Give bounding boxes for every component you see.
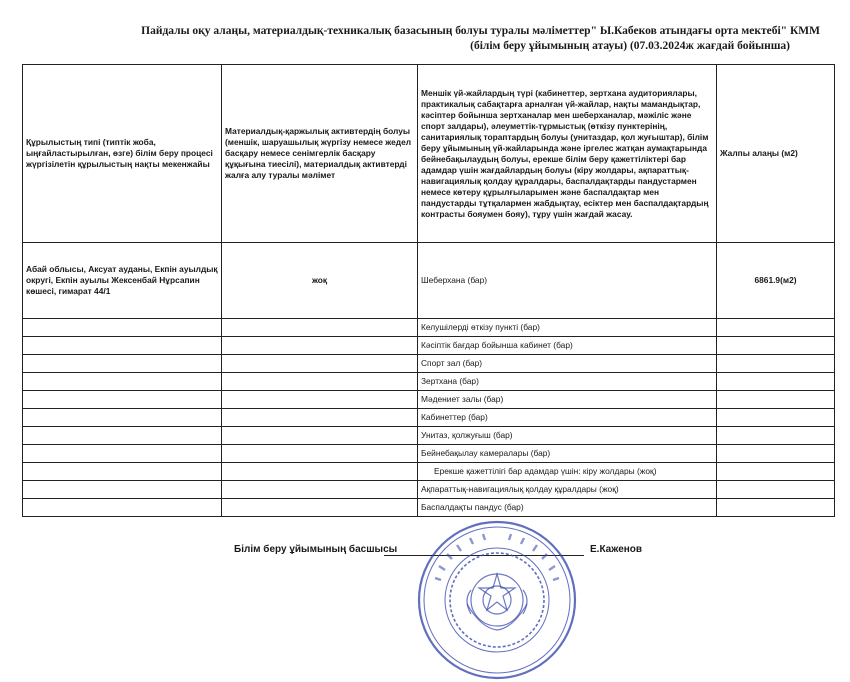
- header-row: [23, 65, 835, 243]
- premise-item: Унитаз, қолжуғыш (бар): [418, 427, 717, 445]
- cell-area: 6861.9(м2): [717, 243, 835, 319]
- table-row: [23, 409, 835, 427]
- premise-item: Бейнебақылау камералары (бар): [418, 445, 717, 463]
- table-row: [23, 427, 835, 445]
- facility-table: [22, 64, 835, 517]
- table-row: [23, 355, 835, 373]
- premise-item: Спорт зал (бар): [418, 355, 717, 373]
- document-subtitle: (білім беру ұйымының атауы) (07.03.2024ж жағдай бойынша): [470, 40, 790, 52]
- table-row: [23, 445, 835, 463]
- official-seal-stamp: [415, 518, 579, 682]
- premise-item: Кәсіптік бағдар бойынша кабинет (бар): [418, 337, 717, 355]
- table-row: [23, 391, 835, 409]
- premise-item: Ерекше қажеттілігі бар адамдар үшін: кіру жолдары (жоқ): [418, 463, 717, 481]
- table-row: [23, 373, 835, 391]
- signature-name: Е.Каженов: [590, 544, 643, 555]
- document-title: Пайдалы оқу алаңы, материалдық-техникалық базасының болуы туралы мәліметтер" Ы.Кабеков атындағы орта мектебі" КММ: [141, 25, 820, 37]
- premise-item: Келушілерді өткізу пункті (бар): [418, 319, 717, 337]
- premise-item: Зертхана (бар): [418, 373, 717, 391]
- premise-item: Баспалдақты пандус (бар): [418, 499, 717, 517]
- table-row: [23, 319, 835, 337]
- cell-premise: Шеберхана (бар): [418, 243, 717, 319]
- table-row: [23, 243, 835, 319]
- table-row: [23, 463, 835, 481]
- header-area: Жалпы алаңы (м2): [717, 65, 835, 243]
- header-assets: Материалдық-қаржылық активтердің болуы (меншік, шаруашылық жүргізу немесе жедел басқару немесе сенімгерлік басқару құқығына тиесілі), материалдық активтерді жалға алу туралы мәлімет: [222, 65, 418, 243]
- cell-assets: жоқ: [222, 243, 418, 319]
- cell-address: Абай облысы, Аксуат ауданы, Екпін ауылдық округі, Екпін ауылы Жексенбай Нұрсапин көшесі, гимарат 44/1: [23, 243, 222, 319]
- premise-item: Кабинеттер (бар): [418, 409, 717, 427]
- table-row: [23, 337, 835, 355]
- table-row: [23, 499, 835, 517]
- seal-emblem: [467, 574, 527, 630]
- seal-rings: [419, 522, 575, 678]
- table-row: [23, 481, 835, 499]
- signature-label: Білім беру ұйымының басшысы: [234, 544, 398, 555]
- header-building-type: Құрылыстың типі (типтік жоба, ыңғайластырылған, өзге) білім беру процесі жүргізілетін құрылыстың нақты мекенжайы: [23, 65, 222, 243]
- premise-item: Мәдениет залы (бар): [418, 391, 717, 409]
- premise-item: Ақпараттық-навигациялық қолдау құралдары (жоқ): [418, 481, 717, 499]
- header-premises: Меншік үй-жайлардың түрі (кабинеттер, зертхана аудиториялары, практикалық сабақтарға арналған үй-жайлар, нақты мамандықтар, кәсіптер бойынша зертханалар мен шеберханалар, мәжіліс және спорт залдары), әлеуметтік-тұрмыстық (өткізу пунктерінің, санитариялық тораптардың болуы (унитаздар, қол жуғыштар), білім беру ұйымының үй-жайларында және іргелес жатқан аумақтарында бейнебақылаудың болуы, ерекше білім беру қажеттіліктері бар адамдар үшін жағдайлардың болуы (кіру жолдары, ақпараттық-навигациялық қолдау құралдары, баспалдақтарды пандустармен немесе көтеру құрылғыларымен және баспалдақтар мен пандустарды тұтқалармен жабдықтау, есіктер мен баспалдақтардың контрасты бояумен бояу), тұру үшін жағдай жасау.: [418, 65, 717, 243]
